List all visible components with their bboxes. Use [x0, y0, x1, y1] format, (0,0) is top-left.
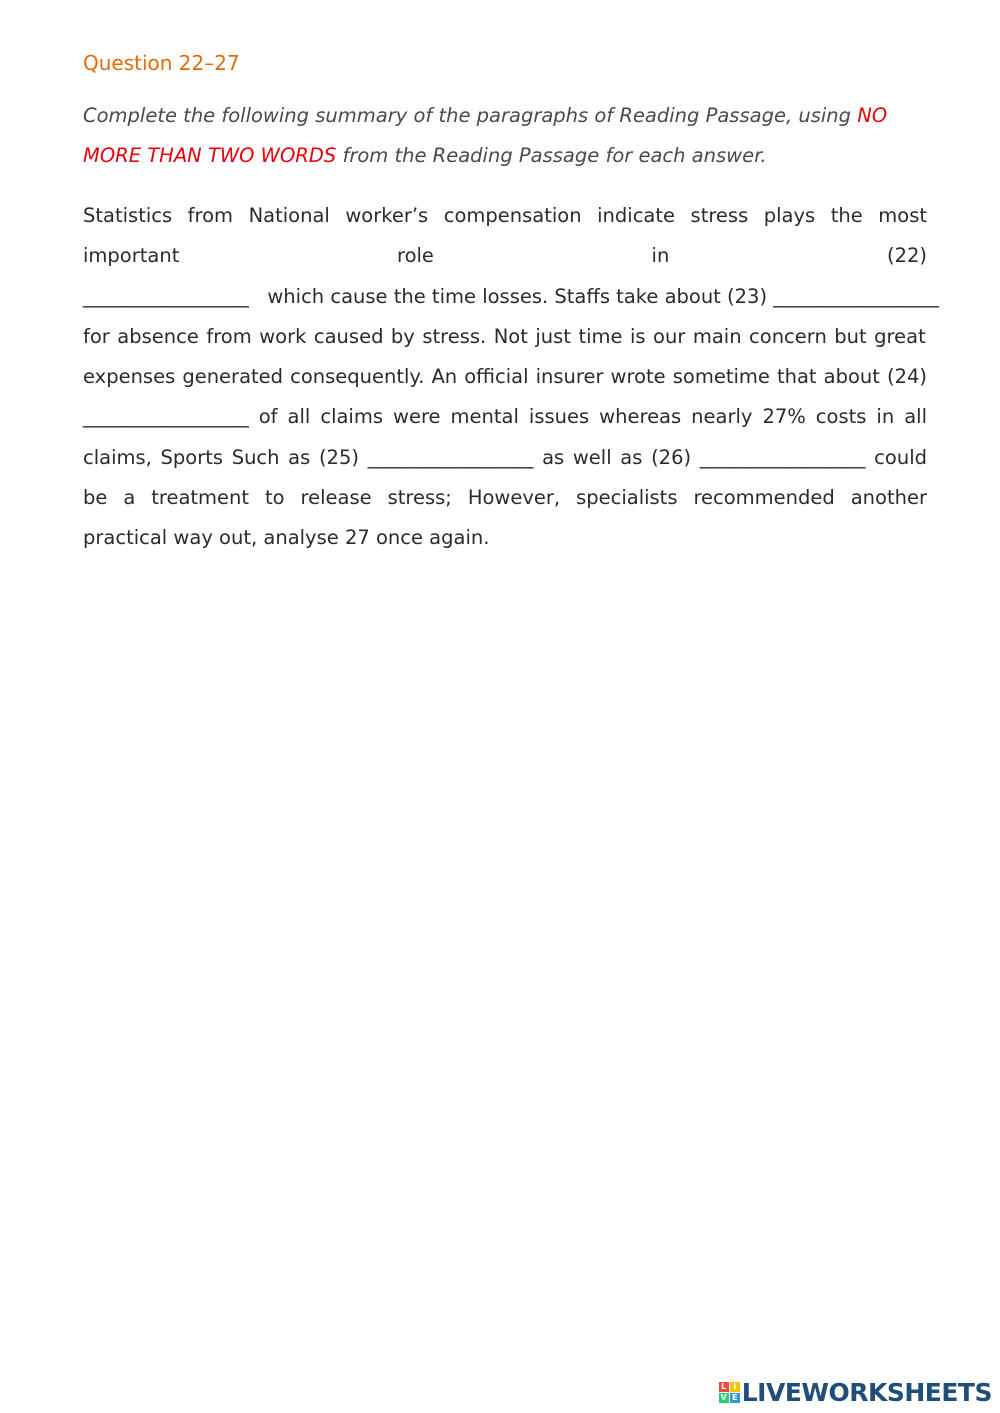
logo-mark-icon [719, 1382, 740, 1403]
summary-text: could be a treatment to release stress; However, specialists recommended another practical way out, analyse 27 once again. [83, 445, 927, 550]
word-limit-emphasis: NO MORE THAN TWO WORDS [83, 104, 888, 167]
summary-text: for absence from work caused by stress. Not just time is our main concern but great expenses generated consequently. An official insurer wrote sometime that about (24) [83, 324, 927, 389]
logo-letter: L [719, 1382, 729, 1392]
logo-letter: E [730, 1393, 740, 1403]
answer-blank-24[interactable]: _________________ [83, 405, 249, 429]
instructions [83, 96, 927, 176]
answer-blank-23[interactable]: _________________ [773, 284, 940, 308]
summary-text: Statistics from National worker’s compensation indicate stress plays the most important role in (22) [83, 204, 927, 268]
question-heading: Question 22–27 [83, 51, 240, 75]
summary-paragraph [83, 196, 940, 559]
logo-letter: V [720, 1392, 727, 1402]
answer-blank-22[interactable]: _________________ [83, 284, 249, 308]
worksheet-page [83, 48, 940, 559]
liveworksheets-logo [719, 1377, 992, 1407]
instructions-text-end: from the Reading Passage for each answer. [336, 144, 767, 167]
summary-text: which cause the time losses. Staffs take about (23) [248, 284, 774, 308]
answer-blank-25[interactable]: _________________ [367, 445, 534, 469]
summary-text: of all claims were mental issues whereas nearly 27% costs in all claims, Sports Such as (25) [83, 405, 927, 469]
logo-text: LIVEWORKSHEETS [741, 1377, 992, 1407]
answer-blank-26[interactable]: _________________ [699, 445, 866, 469]
summary-text: as well as (26) [533, 445, 700, 469]
instructions-text: Complete the following summary of the paragraphs of Reading Passage, using [83, 104, 858, 127]
logo-letter: I [730, 1382, 740, 1392]
